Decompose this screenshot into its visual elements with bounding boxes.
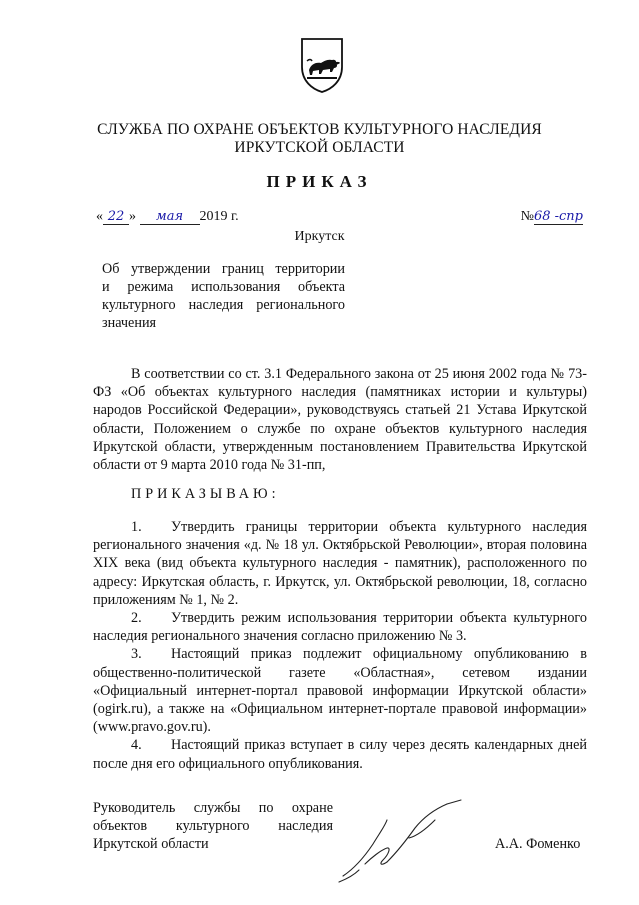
handwritten-signature-icon (335, 798, 475, 884)
order-item (93, 609, 587, 645)
order-item (93, 518, 587, 609)
document-type-title: ПРИКАЗ (266, 172, 373, 191)
position-line: Иркутской области (93, 836, 209, 853)
subject-line: значения (102, 315, 157, 331)
subject-line: и режима использования объекта (102, 279, 345, 295)
number-prefix: № (520, 209, 534, 224)
item-text: Настоящий приказ подлежит официальному опубликованию в общественно-политической газете «Областная», сетевом издании «Официальный интернет-портал правовой информации Иркутской области» (ogirk.ru), а также на «Официальном интернет-портале правовой информации» (www.pravo.gov.ru). (93, 646, 587, 736)
date-month-handwritten: мая (140, 210, 200, 225)
document-number (521, 209, 583, 225)
order-item (93, 736, 587, 772)
document-city: Иркутск (294, 229, 345, 244)
item-number: 2. (131, 610, 142, 627)
position-line: объектов культурного наследия (93, 818, 333, 835)
date-quote-close: » (129, 209, 136, 224)
item-number: 3. (131, 646, 142, 663)
number-handwritten: 68 -спр (533, 209, 583, 224)
subject-line: культурного наследия регионального (102, 297, 345, 313)
date-year: 2019 г. (199, 209, 239, 224)
coat-of-arms-icon (299, 37, 345, 93)
order-items (93, 518, 587, 773)
preamble (93, 365, 587, 474)
document-subject (102, 260, 345, 332)
signatory-name: А.А. Фоменко (495, 836, 581, 852)
position-line: Руководитель службы по охране (93, 800, 333, 816)
item-number: 1. (131, 519, 142, 535)
date-day-handwritten: 22 (103, 210, 129, 225)
organization-name-line-1: СЛУЖБА ПО ОХРАНЕ ОБЪЕКТОВ КУЛЬТУРНОГО НАСЛЕДИЯ (97, 121, 542, 138)
date-quote-open: « (96, 209, 103, 224)
item-text: Настоящий приказ вступает в силу через десять календарных дней после дня его официального опубликования. (93, 737, 587, 772)
organization-name-line-2: ИРКУТСКОЙ ОБЛАСТИ (234, 139, 405, 156)
document-date (96, 209, 239, 225)
item-text: Утвердить режим использования территории объекта культурного наследия регионального значения согласно приложению № 3. (93, 610, 587, 645)
order-item (93, 645, 587, 736)
subject-line: Об утверждении границ территории (102, 261, 345, 277)
item-text: Утвердить границы территории объекта культурного наследия регионального значения «д. № 18 ул. Октябрьской Революции», вторая половина XIX века (вид объекта культурного наследия - памятник), расположенного по адресу: Иркутская область, г. Иркутск, ул. Октябрьской революции, 18, согласно приложениям № 1, № 2. (93, 519, 587, 608)
signatory-position (93, 799, 333, 854)
order-heading: ПРИКАЗЫВАЮ: (131, 486, 280, 502)
preamble-text: В соответствии со ст. 3.1 Федерального закона от 25 июня 2002 года № 73-ФЗ «Об объектах культурного наследия (памятниках истории и культуры) народов Российской Федерации», руководствуясь статьей 21 Устава Иркутской области, Положением о службе по охране объектов культурного наследия Иркутской области, утвержденным постановлением Правительства Иркутской области от 9 марта 2010 года № 31-пп, (93, 366, 587, 474)
item-number: 4. (131, 737, 142, 754)
